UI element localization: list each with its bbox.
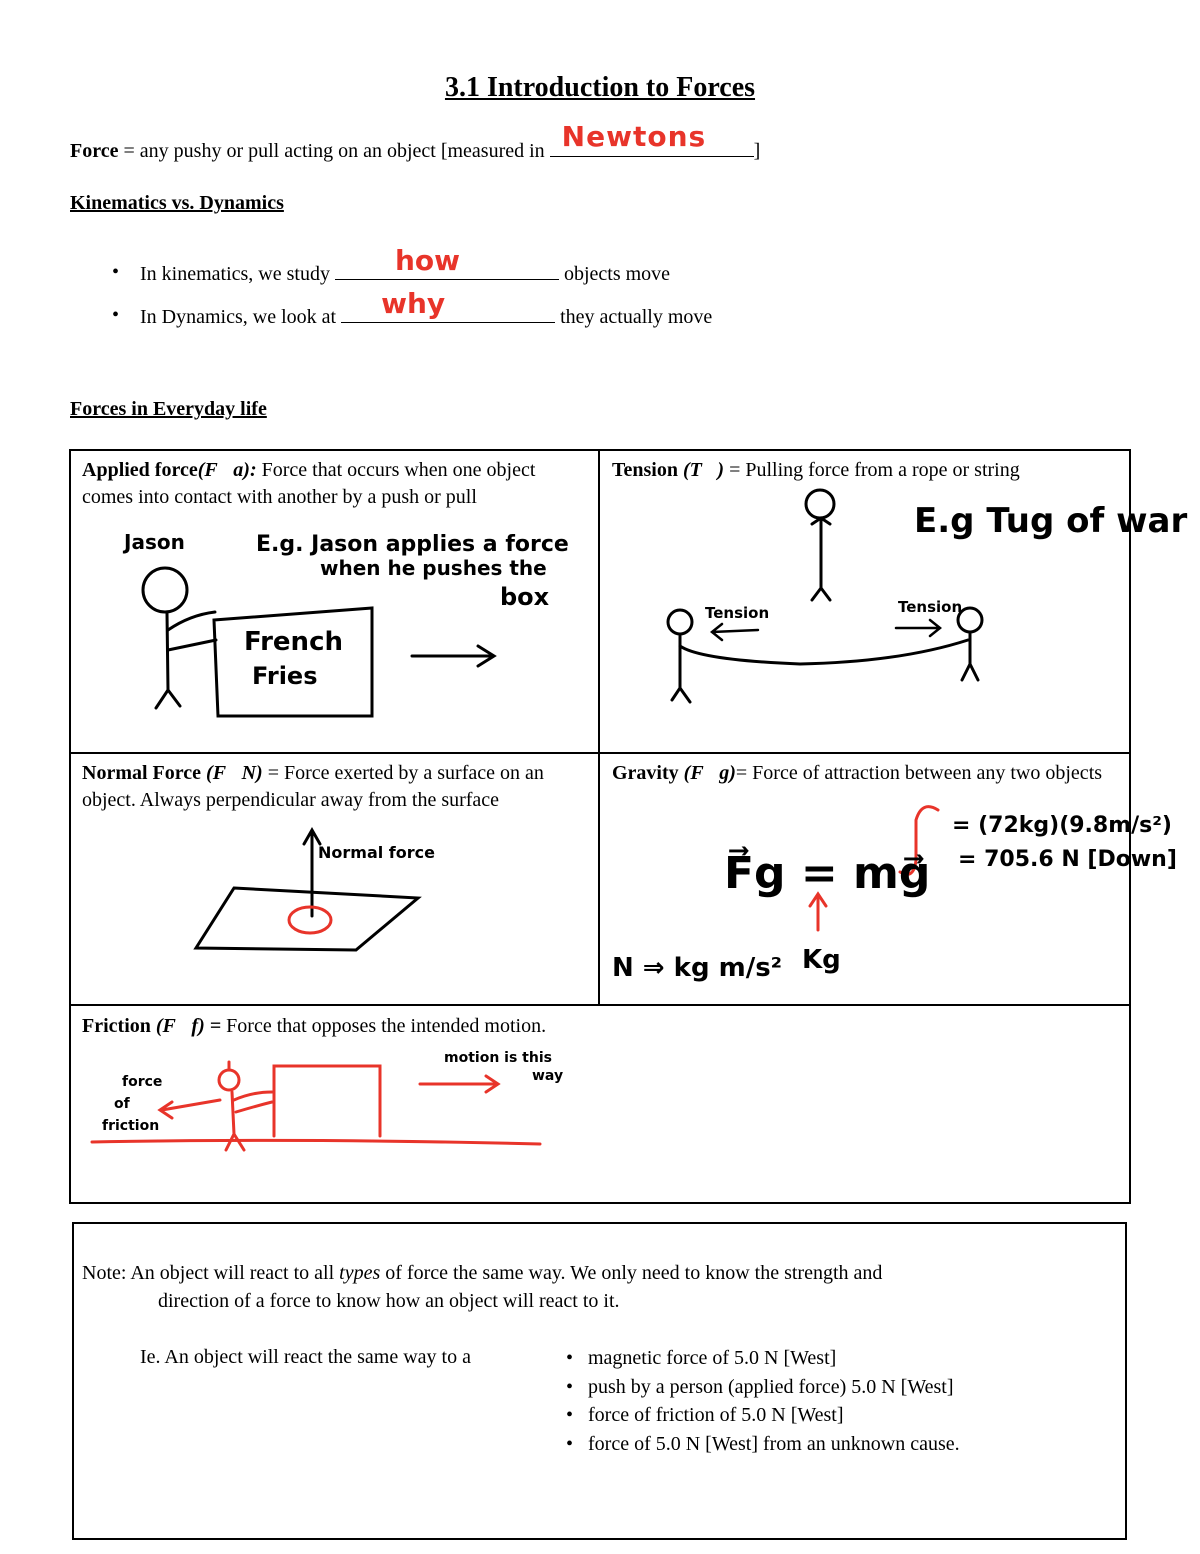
person-arms: [168, 612, 216, 650]
kinematics-dynamics-heading: Kinematics vs. Dynamics: [70, 192, 284, 214]
friction-text: Force that opposes the intended motion.: [221, 1015, 547, 1037]
note-examples-list: [566, 1344, 960, 1458]
note-line1-b: of force the same way. We only need to know the strength and: [380, 1262, 883, 1284]
note-types-emphasis: types: [339, 1262, 381, 1284]
list-item: • push by a person (applied force) 5.0 N [West]: [566, 1373, 960, 1402]
surface-shape: [196, 888, 418, 950]
kinematics-item-after: objects move: [558, 263, 671, 285]
normal-force-text: = Force exerted by a surface on an object. Always perpendicular away from the surface: [82, 762, 544, 811]
normal-force-label: Normal Force: [82, 762, 202, 784]
motion-label-line1: motion is this: [444, 1050, 552, 1066]
tension-text: = Pulling force from a rope or string: [724, 459, 1020, 481]
force-term: Force: [70, 140, 119, 162]
normal-force-hw-label: Normal force: [318, 843, 435, 862]
bullet-icon: •: [112, 261, 120, 283]
applied-force-symbol: (F⃗a):: [197, 459, 257, 481]
friction-label: Friction: [82, 1015, 151, 1037]
note-ie: Ie. An object will react the same way to a: [140, 1346, 471, 1368]
tension-arrow-right-icon: [896, 620, 940, 636]
friction-arrow-icon: [160, 1100, 220, 1118]
person-figure-left: [672, 634, 690, 702]
person-legs: [156, 690, 180, 708]
gravity-text: = Force of attraction between any two objects: [735, 762, 1103, 784]
list-item: • force of friction of 5.0 N [West]: [566, 1401, 960, 1430]
gravity-equation: F⃗g = mg⃗: [724, 848, 931, 899]
dynamics-item-before: In Dynamics, we look at: [140, 306, 342, 328]
friction-label-line1: force: [122, 1074, 163, 1090]
dynamics-item-after: they actually move: [555, 306, 713, 328]
contact-point-circle: [289, 907, 331, 933]
page-title: 3.1 Introduction to Forces: [444, 72, 756, 103]
push-arrow-icon: [412, 646, 494, 666]
gravity-label: Gravity: [612, 762, 679, 784]
rope-line: [680, 640, 968, 664]
friction-label-line3: friction: [102, 1118, 160, 1134]
applied-note-line3: box: [500, 583, 550, 611]
note-line2: direction of a force to know how an object will react to it.: [158, 1290, 620, 1312]
tension-label: Tension: [612, 459, 678, 481]
normal-force-symbol: (F⃗N): [206, 762, 263, 784]
tension-arrow-left-icon: [712, 624, 758, 640]
person-body: [167, 613, 168, 690]
person-head-icon: [143, 568, 187, 612]
person-figure-top: [812, 518, 830, 600]
note-line1: [82, 1260, 882, 1287]
box-label-line1: French: [244, 627, 343, 657]
force-definition-text: = any pushy or pull acting on an object [measured in: [118, 140, 550, 162]
motion-label-line2: way: [532, 1068, 564, 1084]
mass-units-label: Kg: [802, 945, 841, 975]
everyday-forces-heading: Forces in Everyday life: [70, 398, 267, 420]
applied-note-line2: when he pushes the: [320, 556, 547, 580]
box-shape: [274, 1066, 380, 1136]
friction-label-line2: of: [114, 1096, 130, 1112]
note-line1-a: Note: An object will react to all: [82, 1262, 340, 1284]
person-arms: [234, 1092, 272, 1112]
applied-force-text: Force that occurs when one object comes into contact with another by a push or pull: [82, 459, 536, 508]
box-label-line2: Fries: [252, 662, 318, 690]
force-unit-answer: Newtons: [561, 120, 707, 153]
motion-arrow-icon: [420, 1076, 498, 1092]
tension-symbol: (T⃗): [682, 459, 725, 481]
person-head-icon: [806, 490, 834, 518]
applied-force-label: Applied force: [82, 459, 198, 481]
applied-note-line1: E.g. Jason applies a force: [256, 532, 569, 557]
gravity-calc-line2: = 705.6 N [Down]: [958, 847, 1177, 872]
applied-name-label: Jason: [124, 530, 185, 554]
bullet-icon: •: [112, 304, 120, 326]
person-head-icon: [668, 610, 692, 634]
person-head-icon: [219, 1070, 239, 1090]
friction-symbol: (F⃗f) =: [155, 1015, 222, 1037]
newton-units-label: N ⇒ kg m/s²: [612, 953, 783, 983]
kinematics-answer: how: [394, 244, 461, 277]
tension-example-label: E.g Tug of war: [914, 501, 1188, 541]
tension-label-right: Tension: [898, 598, 963, 616]
person-figure-right: [962, 632, 978, 680]
tension-label-left: Tension: [705, 604, 770, 622]
kinematics-item-before: In kinematics, we study: [140, 263, 335, 285]
ground-line: [92, 1140, 540, 1144]
list-item: • force of 5.0 N [West] from an unknown cause.: [566, 1430, 960, 1459]
mass-arrow-icon: [810, 894, 826, 930]
force-definition-close: ]: [753, 140, 761, 162]
gravity-calc-line1: = (72kg)(9.8m/s²): [952, 813, 1172, 838]
list-item: • magnetic force of 5.0 N [West]: [566, 1344, 960, 1373]
dynamics-answer: why: [381, 287, 446, 320]
gravity-symbol: (F⃗g): [683, 762, 736, 784]
